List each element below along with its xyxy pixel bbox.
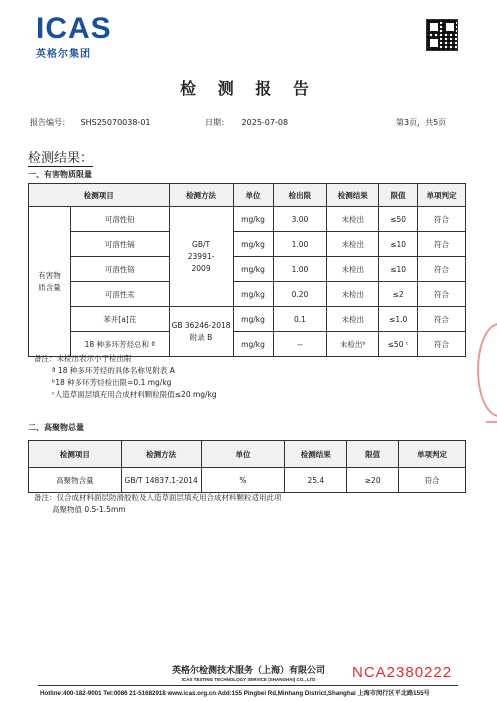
footer-company-en: ICAS TESTING TECHNOLOGY SERVICE (SHANGHAI) CO., LTD [181, 677, 316, 682]
column-header: 检测方法 [169, 184, 233, 207]
result-cell: 25.4 [285, 468, 347, 493]
table-row [29, 468, 466, 493]
note-line: 高聚物值 0.5-1.5mm [52, 505, 126, 514]
section2-heading: 二、高聚物总量 [28, 423, 84, 432]
note-line: 备注：未检出表示小于检出限 [34, 354, 132, 363]
item-cell: 18 种多环芳烃总和 ª [70, 332, 169, 357]
detect-limit-cell: 1.00 [273, 257, 327, 282]
limit-cell: ≤10 [379, 257, 418, 282]
note-line: ª 18 种多环芳烃的具体名称见附表 A [52, 366, 175, 375]
column-header: 检测结果 [285, 441, 347, 468]
limit-cell: ≤50 ᶜ [379, 332, 418, 357]
column-header: 检测项目 [29, 441, 122, 468]
hazardous-substances-table [28, 183, 466, 357]
qr-code-icon [426, 19, 458, 51]
note-line: 备注：仅合成材料面层防滑胶粒及人造草面层填充用合成材料颗粒适用此项 [34, 493, 282, 502]
detect-limit-cell: 3.00 [273, 207, 327, 232]
column-header: 单项判定 [418, 184, 466, 207]
limit-cell: ≤10 [379, 232, 418, 257]
polymer-content-table [28, 440, 466, 493]
company-logo [36, 14, 112, 60]
page-number: 第3页，共5页 [396, 118, 447, 127]
footer-company-cn: 英格尔检测技术服务（上海）有限公司 [171, 666, 325, 676]
results-heading: 检测结果： [28, 151, 94, 166]
result-cell: 未检出 [327, 207, 379, 232]
unit-cell: % [201, 468, 285, 493]
result-cell: 未检出 [327, 307, 379, 332]
group-label-cell: 有害物质含量 [29, 207, 71, 357]
column-header: 单位 [233, 184, 273, 207]
method-cell: GB/T 23991-2009 [169, 207, 233, 307]
report-date-value: 2025-07-08 [241, 118, 289, 127]
table-header-row [29, 441, 466, 468]
table-row [29, 257, 466, 282]
report-number-label: 报告编号： [30, 118, 70, 127]
detect-limit-cell: 1.00 [273, 232, 327, 257]
result-cell: 未检出ᵇ [327, 332, 379, 357]
limit-cell: ≤1.0 [379, 307, 418, 332]
table-row [29, 307, 466, 332]
limit-cell: ≤2 [379, 282, 418, 307]
column-header: 检测结果 [327, 184, 379, 207]
report-date [205, 117, 288, 128]
section1-notes [34, 353, 217, 401]
column-header: 单位 [201, 441, 285, 468]
report-date-label: 日期： [205, 118, 229, 127]
unit-cell: mg/kg [233, 257, 273, 282]
method-cell: GB/T 14837.1-2014 [121, 468, 201, 493]
table-header-row [29, 184, 466, 207]
column-header: 检测方法 [121, 441, 201, 468]
detect-limit-cell: 0.1 [273, 307, 327, 332]
result-cell: 未检出 [327, 282, 379, 307]
table-row [29, 282, 466, 307]
verdict-cell: 符合 [399, 468, 466, 493]
verdict-cell: 符合 [418, 257, 466, 282]
report-title: 检 测 报 告 [180, 79, 317, 98]
verdict-cell: 符合 [418, 282, 466, 307]
section2-notes [34, 492, 282, 516]
table-row [29, 207, 466, 232]
column-header: 检出限 [273, 184, 327, 207]
unit-cell: mg/kg [233, 307, 273, 332]
item-cell: 可溶性铅 [70, 207, 169, 232]
detect-limit-cell: 0.20 [273, 282, 327, 307]
limit-cell: ≥20 [347, 468, 399, 493]
result-cell: 未检出 [327, 257, 379, 282]
verdict-cell: 符合 [418, 207, 466, 232]
item-cell: 高聚物含量 [29, 468, 122, 493]
logo-subtext: 英格尔集团 [36, 49, 91, 60]
column-header: 限值 [379, 184, 418, 207]
item-cell: 可溶性汞 [70, 282, 169, 307]
note-line: ᶜ人造草面层填充用合成材料颗粒限值≤20 mg/kg [52, 390, 217, 399]
verdict-cell: 符合 [418, 332, 466, 357]
column-header: 单项判定 [399, 441, 466, 468]
report-number-value: SHS25070038-01 [80, 118, 151, 127]
report-number [30, 117, 151, 128]
footer-divider [38, 685, 458, 686]
unit-cell: mg/kg [233, 332, 273, 357]
detect-limit-cell: -- [273, 332, 327, 357]
item-cell: 苯并[a]芘 [70, 307, 169, 332]
footer-stamp-code: NCA2380222 [352, 664, 453, 681]
column-header: 限值 [347, 441, 399, 468]
logo-text: ICAS [36, 12, 112, 45]
seal-stamp-fragment [486, 395, 497, 423]
verdict-cell: 符合 [418, 307, 466, 332]
footer-contact: Hotline:400-182-9001 Tel:0086 21-51682918 www.icas.org.cn Add:155 Pingbei Rd,Minhang District,Shanghai 上海市闵行区平北路155号 [40, 690, 430, 697]
result-cell: 未检出 [327, 232, 379, 257]
verdict-cell: 符合 [418, 232, 466, 257]
note-line: ᵇ18 种多环芳烃检出限=0.1 mg/kg [52, 378, 172, 387]
limit-cell: ≤50 [379, 207, 418, 232]
item-cell: 可溶性镉 [70, 232, 169, 257]
item-cell: 可溶性铬 [70, 257, 169, 282]
unit-cell: mg/kg [233, 207, 273, 232]
section1-heading: 一、有害物质限量 [28, 170, 92, 179]
unit-cell: mg/kg [233, 282, 273, 307]
column-header: 检测项目 [29, 184, 170, 207]
method-cell: GB 36246-2018 附录 B [169, 307, 233, 357]
table-row [29, 232, 466, 257]
unit-cell: mg/kg [233, 232, 273, 257]
